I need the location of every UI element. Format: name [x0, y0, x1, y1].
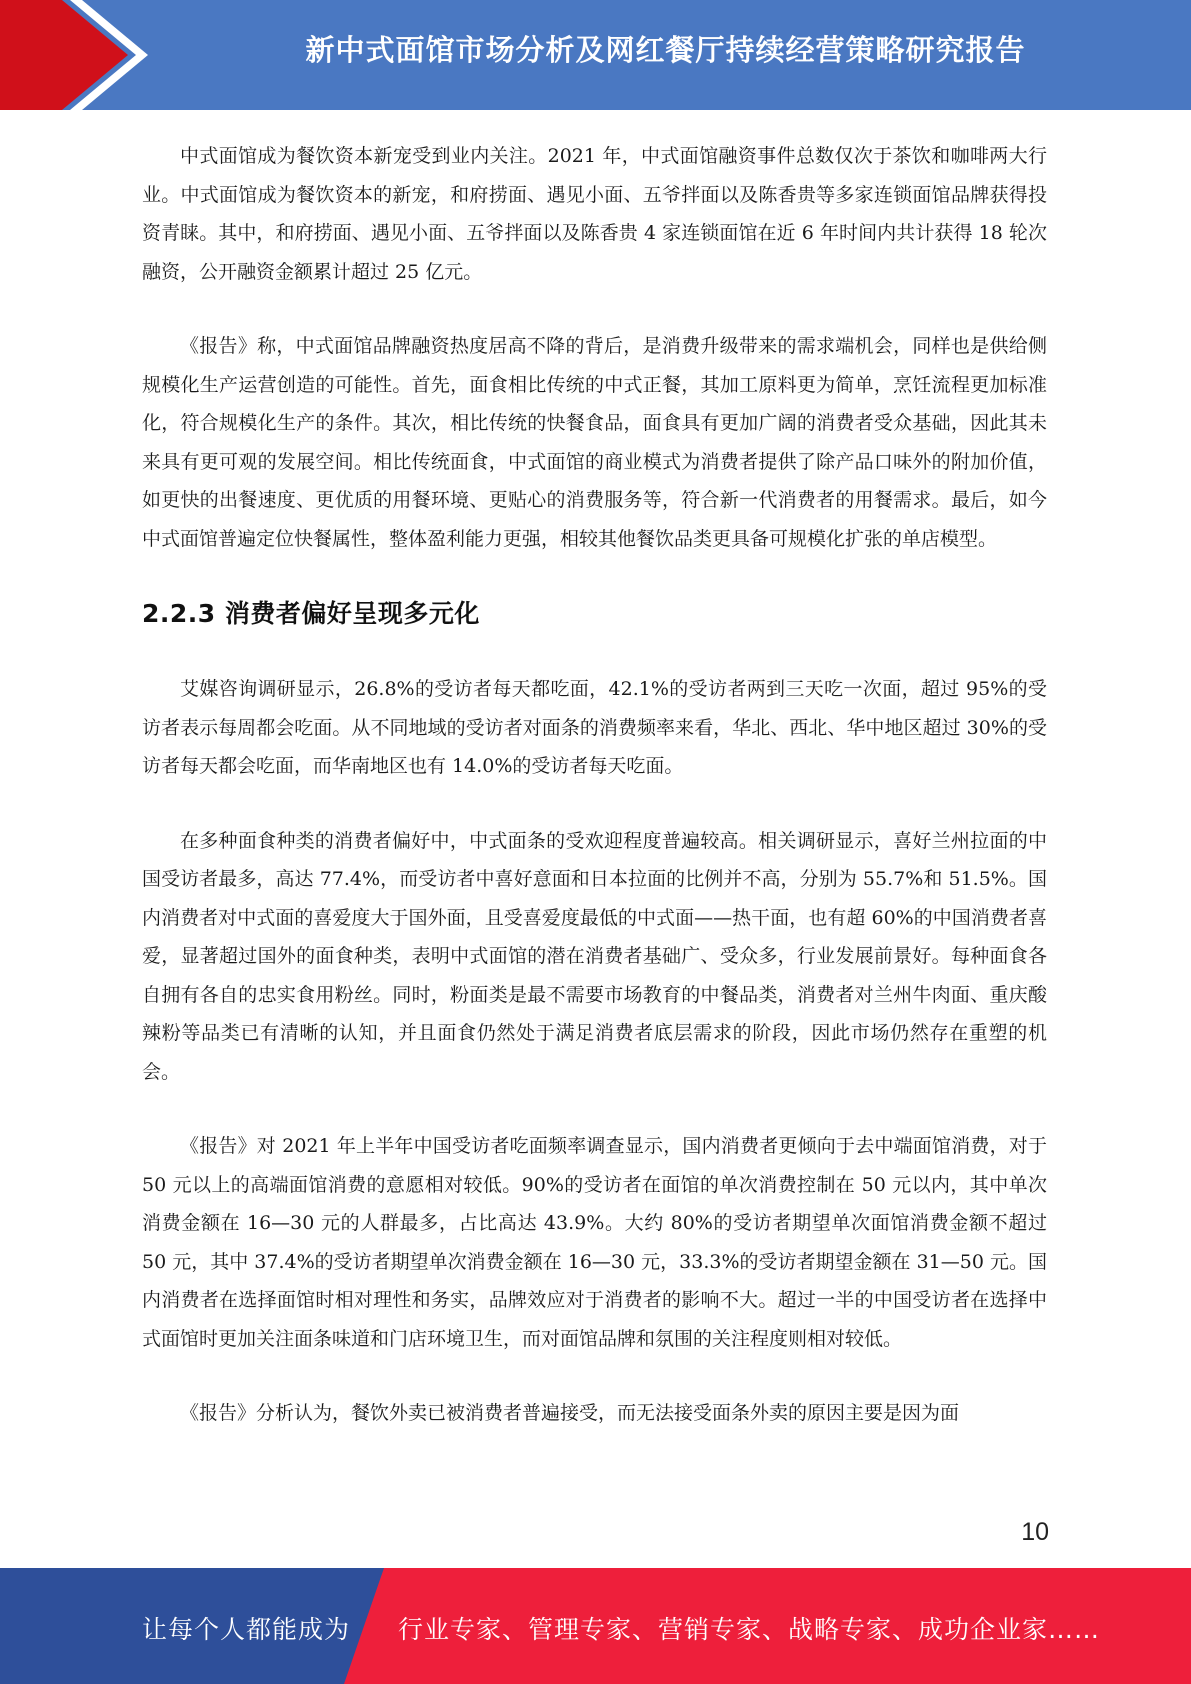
footer-slogan-right: 行业专家、管理专家、营销专家、战略专家、成功企业家…… — [398, 1615, 1101, 1644]
page-footer — [0, 1568, 1191, 1684]
section-heading: 2.2.3 消费者偏好呈现多元化 — [142, 599, 480, 628]
red-arrow-decoration — [0, 0, 160, 110]
paragraph-delivery: 《报告》分析认为，餐饮外卖已被消费者普遍接受，而无法接受面条外卖的原因主要是因为面 — [180, 1402, 960, 1424]
page-header — [0, 0, 1191, 110]
paragraph-report-analysis: 《报告》称，中式面馆品牌融资热度居高不降的背后，是消费升级带来的需求端机会，同样也是供给侧规模化生产运营创造的可能性。首先，面食相比传统的中式正餐，其加工原料更为简单，烹饪流程更加标准化，符合规模化生产的条件。其次，相比传统的快餐食品，面食具有更加广阔的消费者受众基础，因此其未来具有更可观的发展空间。相比传统面食，中式面馆的商业模式为消费者提供了除产品口味外的附加价值，如更快的出餐速度、更优质的用餐环境、更贴心的消费服务等，符合新一代消费者的用餐需求。最后，如今中式面馆普遍定位快餐属性，整体盈利能力更强，相较其他餐饮品类更具备可规模化扩张的单店模型。 — [142, 335, 1047, 550]
footer-slogan-left: 让每个人都能成为 — [142, 1615, 351, 1644]
paragraph-financing: 中式面馆成为餐饮资本新宠受到业内关注。2021 年，中式面馆融资事件总数仅次于茶饮和咖啡两大行业。中式面馆成为餐饮资本的新宠，和府捞面、遇见小面、五爷拌面以及陈香贵等多家连锁面馆品牌获得投资青睐。其中，和府捞面、遇见小面、五爷拌面以及陈香贵 4 家连锁面馆在近 6 年时间内共计获得 18 轮次融资，公开融资金额累计超过 25 亿元。 — [142, 145, 1047, 283]
paragraph-spending: 《报告》对 2021 年上半年中国受访者吃面频率调查显示，国内消费者更倾向于去中端面馆消费，对于 50 元以上的高端面馆消费的意愿相对较低。90%的受访者在面馆的单次消费控制在 50 元以内，其中单次消费金额在 16—30 元的人群最多，占比高达 43.9%。大约 80%的受访者期望单次面馆消费金额不超过 50 元，其中 37.4%的受访者期望单次消费金额在 16—30 元，33.3%的受访者期望金额在 31—50 元。国内消费者在选择面馆时相对理性和务实，品牌效应对于消费者的影响不大。超过一半的中国受访者在选择中式面馆时更加关注面条味道和门店环境卫生，而对面馆品牌和氛围的关注程度则相对较低。 — [142, 1135, 1047, 1350]
paragraph-frequency: 艾媒咨询调研显示，26.8%的受访者每天都吃面，42.1%的受访者两到三天吃一次面，超过 95%的受访者表示每周都会吃面。从不同地域的受访者对面条的消费频率来看，华北、西北、华中地区超过 30%的受访者每天都会吃面，而华南地区也有 14.0%的受访者每天吃面。 — [142, 678, 1047, 777]
header-title: 新中式面馆市场分析及网红餐厅持续经营策略研究报告 — [305, 33, 1026, 67]
page-number: 10 — [1021, 1518, 1049, 1546]
paragraph-preferences: 在多种面食种类的消费者偏好中，中式面条的受欢迎程度普遍较高。相关调研显示，喜好兰州拉面的中国受访者最多，高达 77.4%，而受访者中喜好意面和日本拉面的比例并不高，分别为 55.7%和 51.5%。国内消费者对中式面的喜爱度大于国外面，且受喜爱度最低的中式面——热干面，也有超 60%的中国消费者喜爱，显著超过国外的面食种类，表明中式面馆的潜在消费者基础广、受众多，行业发展前景好。每种面食各自拥有各自的忠实食用粉丝。同时，粉面类是最不需要市场教育的中餐品类，消费者对兰州牛肉面、重庆酸辣粉等品类已有清晰的认知，并且面食仍然处于满足消费者底层需求的阶段，因此市场仍然存在重塑的机会。 — [142, 829, 1047, 1083]
document-body — [142, 137, 1047, 1469]
